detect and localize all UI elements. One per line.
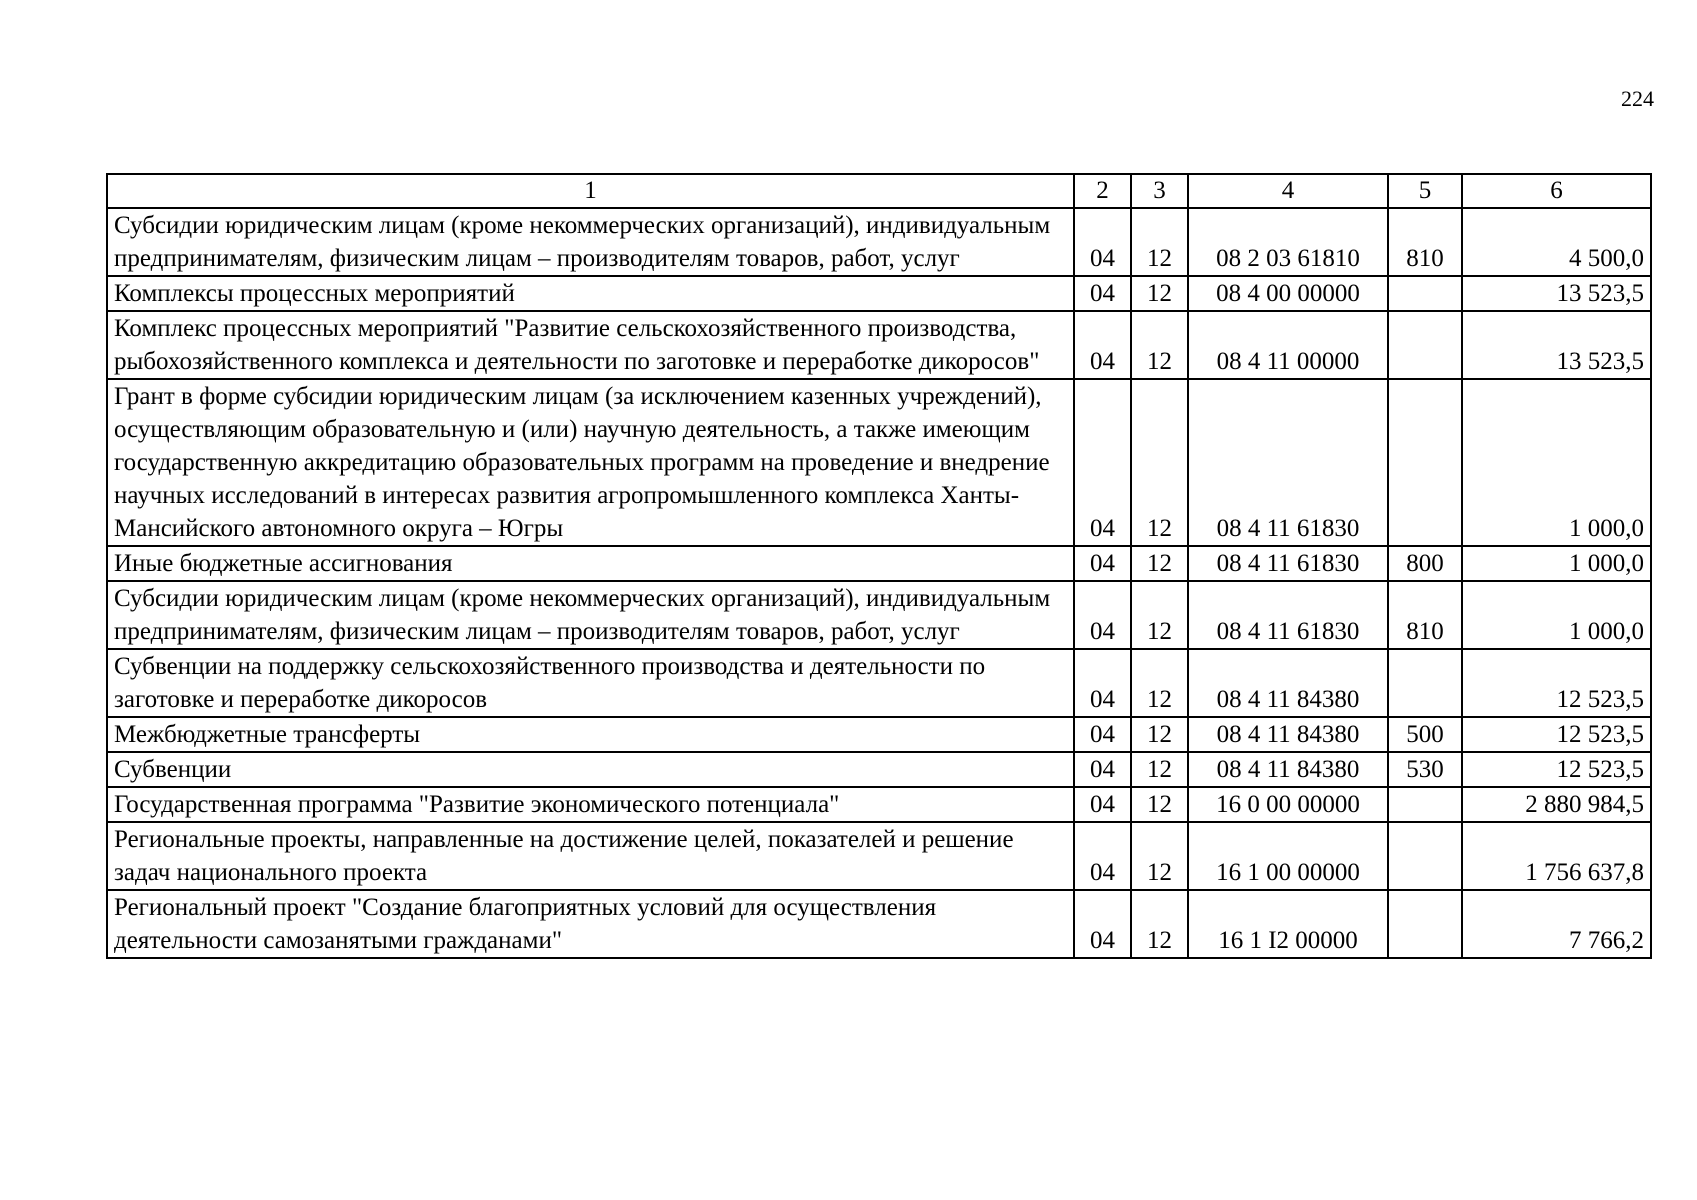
target-article-cell: 08 4 11 84380 xyxy=(1188,752,1388,787)
subsection-code-cell: 12 xyxy=(1131,546,1188,581)
expense-type-cell xyxy=(1388,822,1462,890)
table-row xyxy=(107,546,1651,581)
table-row xyxy=(107,379,1651,546)
subsection-code-cell: 12 xyxy=(1131,890,1188,958)
expense-type-cell xyxy=(1388,649,1462,717)
header-cell: 2 xyxy=(1074,174,1131,208)
table-row xyxy=(107,208,1651,276)
section-code-cell: 04 xyxy=(1074,752,1131,787)
subsection-code-cell: 12 xyxy=(1131,822,1188,890)
row-name-cell: Грант в форме субсидии юридическим лицам (за исключением казенных учреждений), осуществляющим образовательную и (или) научную деятельность, а также имеющим государственную аккредитацию образовательных программ на проведение и внедрение научных исследований в интересах развития агропромышленного комплекса Ханты-Мансийского автономного округа – Югры xyxy=(107,379,1074,546)
header-row xyxy=(107,174,1651,208)
subsection-code-cell: 12 xyxy=(1131,379,1188,546)
section-code-cell: 04 xyxy=(1074,890,1131,958)
amount-cell: 1 000,0 xyxy=(1462,581,1651,649)
target-article-cell: 08 4 11 00000 xyxy=(1188,311,1388,379)
subsection-code-cell: 12 xyxy=(1131,208,1188,276)
subsection-code-cell: 12 xyxy=(1131,581,1188,649)
row-name-cell: Региональный проект "Создание благоприятных условий для осуществления деятельности самозанятыми гражданами" xyxy=(107,890,1074,958)
expense-type-cell: 810 xyxy=(1388,208,1462,276)
amount-cell: 1 000,0 xyxy=(1462,546,1651,581)
subsection-code-cell: 12 xyxy=(1131,752,1188,787)
section-code-cell: 04 xyxy=(1074,311,1131,379)
row-name-cell: Государственная программа "Развитие экономического потенциала" xyxy=(107,787,1074,822)
amount-cell: 2 880 984,5 xyxy=(1462,787,1651,822)
table-row xyxy=(107,649,1651,717)
target-article-cell: 16 0 00 00000 xyxy=(1188,787,1388,822)
budget-table xyxy=(106,173,1652,959)
header-cell: 5 xyxy=(1388,174,1462,208)
amount-cell: 12 523,5 xyxy=(1462,649,1651,717)
target-article-cell: 08 2 03 61810 xyxy=(1188,208,1388,276)
target-article-cell: 16 1 I2 00000 xyxy=(1188,890,1388,958)
amount-cell: 1 000,0 xyxy=(1462,379,1651,546)
section-code-cell: 04 xyxy=(1074,581,1131,649)
row-name-cell: Субвенции xyxy=(107,752,1074,787)
section-code-cell: 04 xyxy=(1074,379,1131,546)
row-name-cell: Региональные проекты, направленные на достижение целей, показателей и решение задач национального проекта xyxy=(107,822,1074,890)
expense-type-cell: 500 xyxy=(1388,717,1462,752)
table-row xyxy=(107,311,1651,379)
expense-type-cell xyxy=(1388,787,1462,822)
amount-cell: 7 766,2 xyxy=(1462,890,1651,958)
table-row xyxy=(107,890,1651,958)
expense-type-cell: 530 xyxy=(1388,752,1462,787)
target-article-cell: 16 1 00 00000 xyxy=(1188,822,1388,890)
row-name-cell: Комплекс процессных мероприятий "Развитие сельскохозяйственного производства, рыбохозяйственного комплекса и деятельности по заготовке и переработке дикоросов" xyxy=(107,311,1074,379)
section-code-cell: 04 xyxy=(1074,276,1131,311)
target-article-cell: 08 4 11 84380 xyxy=(1188,649,1388,717)
expense-type-cell xyxy=(1388,379,1462,546)
subsection-code-cell: 12 xyxy=(1131,311,1188,379)
header-cell: 6 xyxy=(1462,174,1651,208)
header-cell: 4 xyxy=(1188,174,1388,208)
header-cell: 1 xyxy=(107,174,1074,208)
amount-cell: 12 523,5 xyxy=(1462,717,1651,752)
amount-cell: 12 523,5 xyxy=(1462,752,1651,787)
amount-cell: 13 523,5 xyxy=(1462,276,1651,311)
table-row xyxy=(107,752,1651,787)
amount-cell: 13 523,5 xyxy=(1462,311,1651,379)
subsection-code-cell: 12 xyxy=(1131,649,1188,717)
amount-cell: 4 500,0 xyxy=(1462,208,1651,276)
expense-type-cell xyxy=(1388,311,1462,379)
table-row xyxy=(107,581,1651,649)
amount-cell: 1 756 637,8 xyxy=(1462,822,1651,890)
target-article-cell: 08 4 11 84380 xyxy=(1188,717,1388,752)
expense-type-cell: 810 xyxy=(1388,581,1462,649)
target-article-cell: 08 4 11 61830 xyxy=(1188,379,1388,546)
subsection-code-cell: 12 xyxy=(1131,717,1188,752)
section-code-cell: 04 xyxy=(1074,649,1131,717)
target-article-cell: 08 4 11 61830 xyxy=(1188,546,1388,581)
target-article-cell: 08 4 00 00000 xyxy=(1188,276,1388,311)
subsection-code-cell: 12 xyxy=(1131,276,1188,311)
section-code-cell: 04 xyxy=(1074,822,1131,890)
table-row xyxy=(107,276,1651,311)
section-code-cell: 04 xyxy=(1074,546,1131,581)
expense-type-cell: 800 xyxy=(1388,546,1462,581)
row-name-cell: Субвенции на поддержку сельскохозяйственного производства и деятельности по заготовке и переработке дикоросов xyxy=(107,649,1074,717)
table-row xyxy=(107,787,1651,822)
expense-type-cell xyxy=(1388,276,1462,311)
table-body xyxy=(107,208,1651,958)
row-name-cell: Субсидии юридическим лицам (кроме некоммерческих организаций), индивидуальным предпринимателям, физическим лицам – производителям товаров, работ, услуг xyxy=(107,581,1074,649)
table-header xyxy=(107,174,1651,208)
target-article-cell: 08 4 11 61830 xyxy=(1188,581,1388,649)
expense-type-cell xyxy=(1388,890,1462,958)
row-name-cell: Межбюджетные трансферты xyxy=(107,717,1074,752)
section-code-cell: 04 xyxy=(1074,787,1131,822)
section-code-cell: 04 xyxy=(1074,717,1131,752)
table-row xyxy=(107,822,1651,890)
header-cell: 3 xyxy=(1131,174,1188,208)
subsection-code-cell: 12 xyxy=(1131,787,1188,822)
page-number: 224 xyxy=(1621,86,1654,111)
row-name-cell: Иные бюджетные ассигнования xyxy=(107,546,1074,581)
row-name-cell: Комплексы процессных мероприятий xyxy=(107,276,1074,311)
table-row xyxy=(107,717,1651,752)
section-code-cell: 04 xyxy=(1074,208,1131,276)
row-name-cell: Субсидии юридическим лицам (кроме некоммерческих организаций), индивидуальным предпринимателям, физическим лицам – производителям товаров, работ, услуг xyxy=(107,208,1074,276)
